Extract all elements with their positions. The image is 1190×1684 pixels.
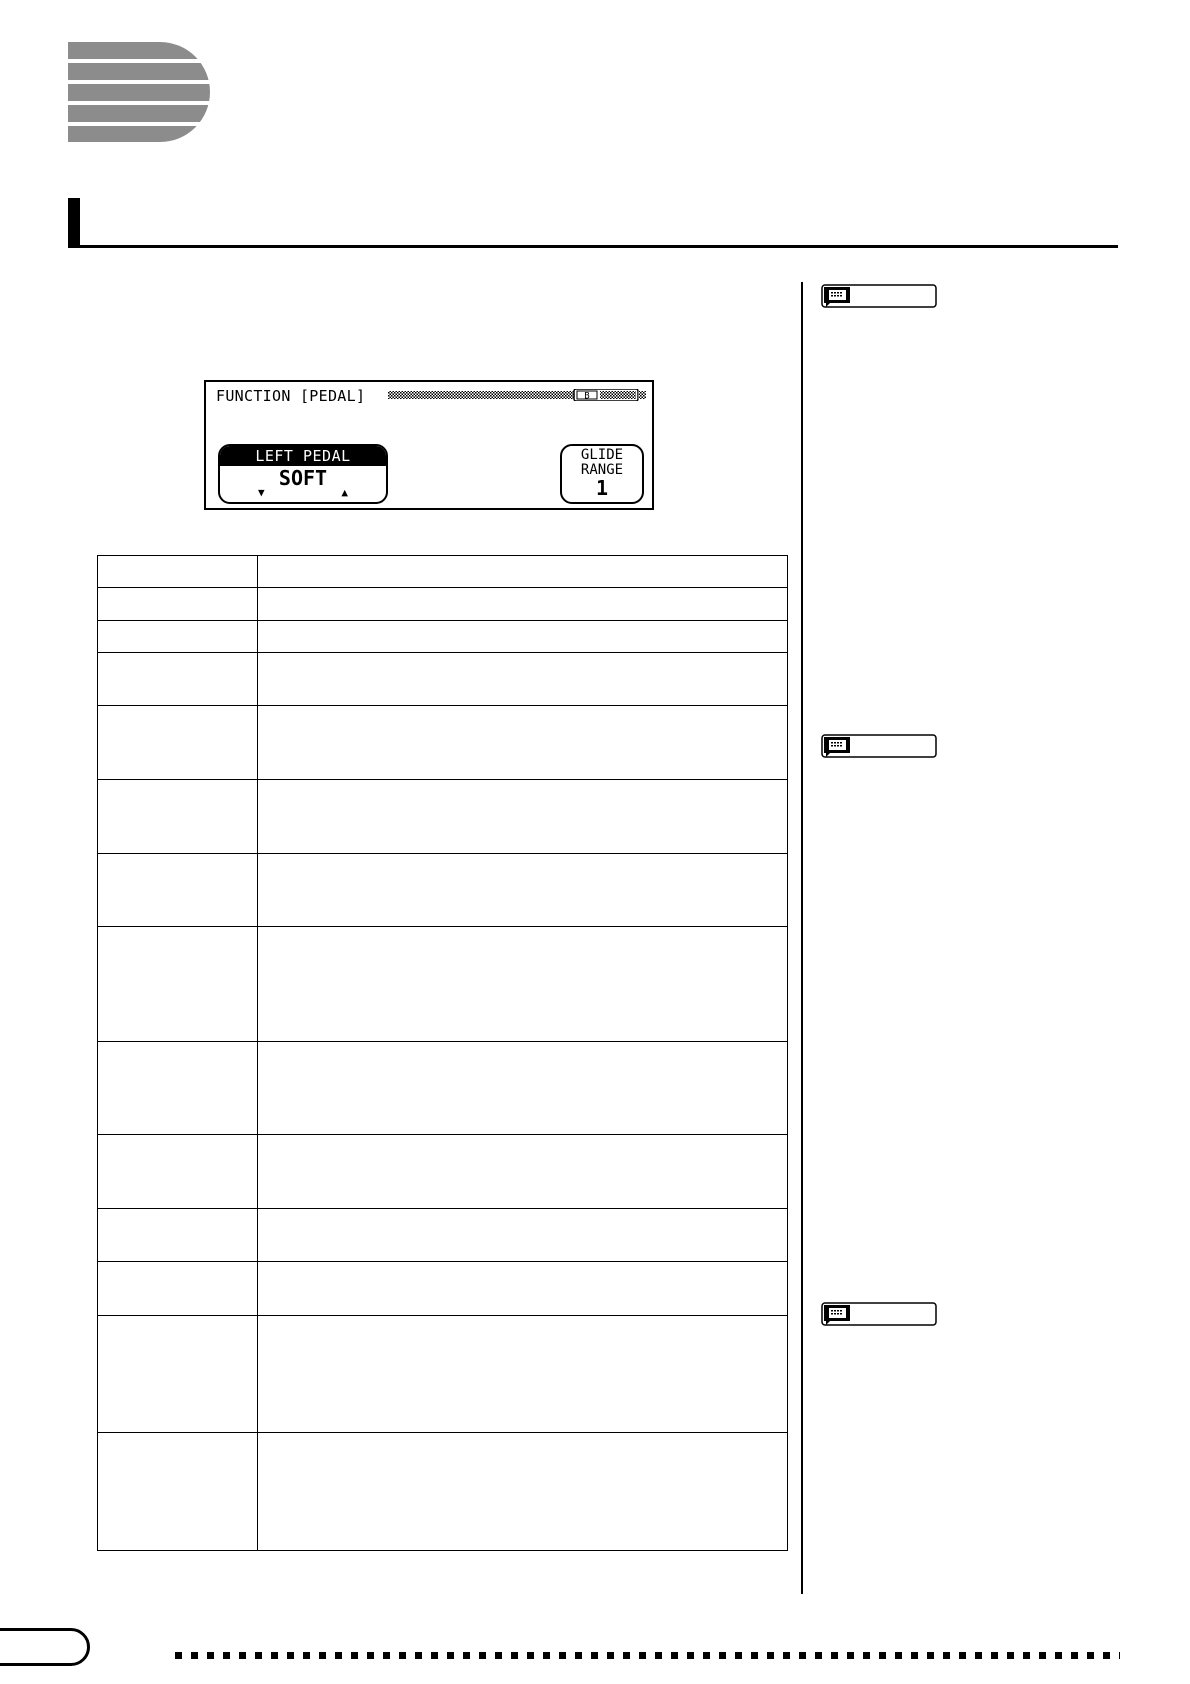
down-arrow-icon: ▼: [258, 486, 265, 499]
glide-range-label: [562, 448, 642, 478]
footer-dotted-rule: [175, 1652, 1120, 1660]
table-cell: [98, 588, 258, 621]
table-cell: [258, 1262, 788, 1316]
table-cell: [98, 1135, 258, 1209]
note-icon: [821, 734, 937, 758]
table-cell: [258, 1433, 788, 1551]
table-cell: [258, 1042, 788, 1135]
table-cell: [98, 927, 258, 1042]
chapter-stripes-icon: [68, 42, 210, 142]
table-cell: [258, 1316, 788, 1433]
table-row: [98, 854, 788, 927]
table-cell: [258, 1135, 788, 1209]
table-cell: [258, 927, 788, 1042]
section-heading-rule: [68, 245, 1118, 248]
table-cell: [258, 1209, 788, 1262]
table-row: [98, 1433, 788, 1551]
table-cell: [98, 653, 258, 706]
lcd-page-letter: B: [584, 391, 590, 401]
left-pedal-button: [218, 444, 388, 504]
table-cell: [98, 706, 258, 780]
glide-range-button: [560, 444, 644, 504]
table-cell: [98, 1209, 258, 1262]
left-pedal-value: SOFT: [278, 466, 328, 490]
lcd-page-indicator: [388, 389, 646, 401]
table-row: [98, 780, 788, 854]
table-row: [98, 706, 788, 780]
table-row: [98, 927, 788, 1042]
table-row: [98, 588, 788, 621]
table-cell: [258, 653, 788, 706]
table-cell: [258, 780, 788, 854]
table-cell: [98, 1316, 258, 1433]
left-pedal-label: LEFT PEDAL: [220, 446, 386, 466]
table-row: [98, 1135, 788, 1209]
table-cell: [98, 1433, 258, 1551]
glide-range-label-line1: GLIDE: [580, 447, 624, 463]
table-cell: [258, 854, 788, 927]
note-icon: [821, 284, 937, 308]
page-number-tab: [0, 1628, 90, 1666]
lcd-title: FUNCTION [PEDAL]: [216, 387, 366, 405]
glide-range-label-line2: RANGE: [580, 462, 624, 478]
lcd-display: [204, 380, 654, 510]
table-cell: [258, 706, 788, 780]
sidebar-divider: [801, 282, 803, 1594]
table-row: [98, 653, 788, 706]
pedal-function-table: [97, 555, 788, 1551]
table-cell: [98, 780, 258, 854]
table-cell: [98, 621, 258, 653]
glide-range-value: 1: [595, 476, 609, 500]
table-cell: [98, 1262, 258, 1316]
table-cell: [98, 556, 258, 588]
table-cell: [98, 1042, 258, 1135]
table-cell: [98, 854, 258, 927]
table-row: [98, 1262, 788, 1316]
table-row: [98, 1042, 788, 1135]
table-row: [98, 621, 788, 653]
up-arrow-icon: ▲: [341, 486, 348, 499]
table-cell: [258, 588, 788, 621]
note-icon: [821, 1302, 937, 1326]
table-row: [98, 556, 788, 588]
section-heading-bar: [68, 198, 80, 248]
table-cell: [258, 556, 788, 588]
table-cell: [258, 621, 788, 653]
table-row: [98, 1209, 788, 1262]
table-row: [98, 1316, 788, 1433]
